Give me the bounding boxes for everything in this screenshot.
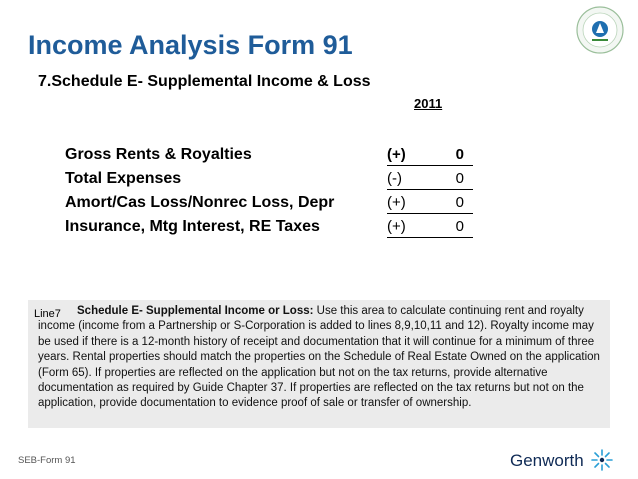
row-label: Insurance, Mtg Interest, RE Taxes bbox=[65, 218, 320, 235]
row-label: Amort/Cas Loss/Nonrec Loss, Depr bbox=[65, 194, 335, 211]
brand-name: Genworth bbox=[510, 451, 584, 470]
footer-form-label: SEB-Form 91 bbox=[18, 455, 76, 466]
income-row bbox=[0, 146, 638, 168]
row-value: 0 bbox=[455, 194, 464, 211]
description-body: Use this area to calculate continuing rent and royalty income (income from a Partnership or S-Corporation is added to lines 8,9,10,11 and 12). Royalty income may be used if there is a 12-month history of receipt and documentation that it will continue for a minimum of three years. Rental properties should match the properties on the Schedule of Real Estate Owned on the application (Form 65). If properties are reflected on the application but not on the tax returns, provide alternative documentation as required by Guide Chapter 37. If properties are reflected on the tax returns but not on the application, provide documentation to evidence proof of sale or transfer of ownership. bbox=[38, 305, 600, 410]
income-row bbox=[0, 170, 638, 192]
description-text bbox=[38, 304, 600, 412]
income-row bbox=[0, 194, 638, 216]
row-label: Total Expenses bbox=[65, 170, 182, 187]
row-sign[interactable]: (+) bbox=[387, 218, 473, 238]
description-lead: Schedule E- Supplemental Income or Loss: bbox=[77, 305, 314, 317]
row-sign[interactable]: (-) bbox=[387, 170, 473, 190]
row-sign[interactable]: (+) bbox=[387, 194, 473, 214]
row-value: 0 bbox=[455, 218, 464, 235]
line-reference: Line7 bbox=[34, 308, 61, 320]
genworth-starburst-icon bbox=[590, 448, 614, 472]
row-label: Gross Rents & Royalties bbox=[65, 146, 252, 163]
income-row bbox=[0, 218, 638, 240]
preferred-partner-badge-icon bbox=[575, 5, 625, 55]
row-value: 0 bbox=[455, 146, 464, 163]
section-subtitle: 7.Schedule E- Supplemental Income & Loss bbox=[38, 73, 371, 90]
row-sign[interactable]: (+) bbox=[387, 146, 473, 166]
year-header: 2011 bbox=[414, 96, 443, 111]
row-value: 0 bbox=[455, 170, 464, 187]
page-title: Income Analysis Form 91 bbox=[28, 30, 353, 60]
